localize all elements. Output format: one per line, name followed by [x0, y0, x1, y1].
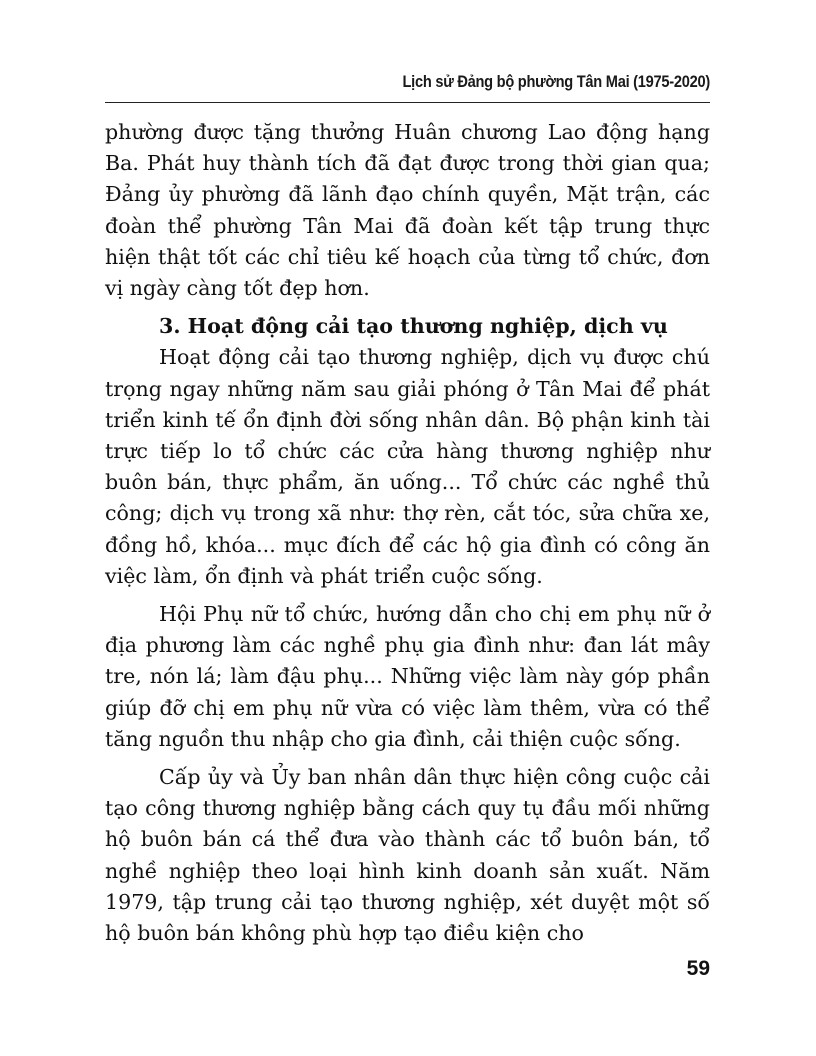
body-paragraph-3: Cấp ủy và Ủy ban nhân dân thực hiện công cuộc cải tạo công thương nghiệp bằng cách quy tụ đầu mối những hộ buôn bán cá thể đưa vào thành các tổ buôn bán, tổ nghề nghiệp theo loại hình kinh doanh sản xuất. Năm 1979, tập trung cải tạo thương nghiệp, xét duyệt một số hộ buôn bán không phù hợp tạo điều kiện cho [105, 765, 710, 946]
running-header: Lịch sử Đảng bộ phường Tân Mai (1975-2020) [402, 72, 710, 91]
body-paragraph-1: Hoạt động cải tạo thương nghiệp, dịch vụ được chú trọng ngay những năm sau giải phóng ở Tân Mai để phát triển kinh tế ổn định đời sống nhân dân. Bộ phận kinh tài trực tiếp lo tổ chức các cửa hàng thương nghiệp như buôn bán, thực phẩm, ăn uống... Tổ chức các nghề thủ công; dịch vụ trong xã như: thợ rèn, cắt tóc, sửa chữa xe, đồng hồ, khóa... mục đích để các hộ gia đình có công ăn việc làm, ổn định và phát triển cuộc sống. [105, 345, 710, 588]
page-number: 59 [686, 957, 710, 980]
section-heading: 3. Hoạt động cải tạo thương nghiệp, dịch vụ [159, 314, 668, 339]
header-divider [105, 102, 710, 103]
continued-paragraph: phường được tặng thưởng Huân chương Lao động hạng Ba. Phát huy thành tích đã đạt được trong thời gian qua; Đảng ủy phường đã lãnh đạo chính quyền, Mặt trận, các đoàn thể phường Tân Mai đã đoàn kết tập trung thực hiện thật tốt các chỉ tiêu kế hoạch của từng tổ chức, đơn vị ngày càng tốt đẹp hơn. [105, 120, 710, 301]
page-body [105, 117, 710, 949]
body-paragraph-2: Hội Phụ nữ tổ chức, hướng dẫn cho chị em phụ nữ ở địa phương làm các nghề phụ gia đình như: đan lát mây tre, nón lá; làm đậu phụ... Những việc làm này góp phần giúp đỡ chị em phụ nữ vừa có việc làm thêm, vừa có thể tăng nguồn thu nhập cho gia đình, cải thiện cuộc sống. [105, 602, 710, 751]
